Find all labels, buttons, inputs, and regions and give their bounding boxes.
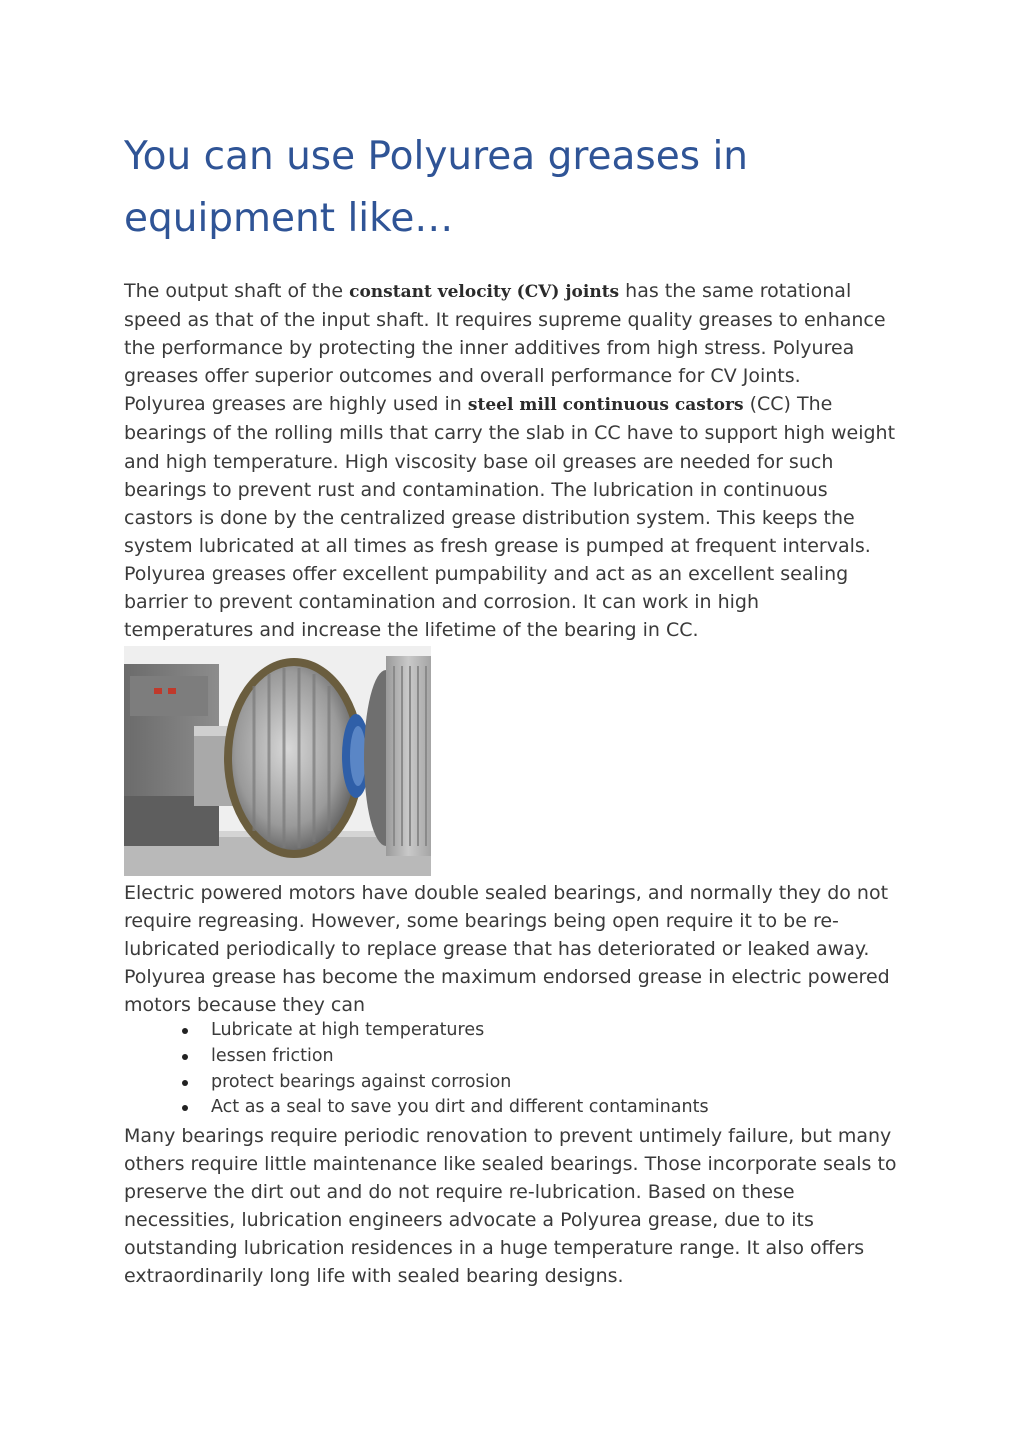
list-item-text: protect bearings against corrosion <box>211 1071 512 1092</box>
paragraph-cv-joints <box>124 277 914 644</box>
bullet-icon <box>182 1028 188 1034</box>
list-item <box>124 1018 709 1044</box>
page-title <box>124 126 904 250</box>
text-line: and high temperature. High viscosity base oil greases are needed for such <box>124 450 834 473</box>
text-run: The output shaft of the <box>124 280 350 302</box>
emphasis-cv-joints: constant velocity (CV) joints <box>349 282 620 302</box>
text-line: Electric powered motors have double sealed bearings, and normally they do not <box>124 882 889 904</box>
text-line: castors is done by the centralized grease distribution system. This keeps the <box>124 506 855 529</box>
list-item <box>124 1095 709 1121</box>
text-line: speed as that of the input shaft. It requires supreme quality greases to enhance <box>124 309 886 332</box>
list-item-text: Act as a seal to save you dirt and different contaminants <box>211 1097 709 1118</box>
list-item <box>124 1044 709 1070</box>
text-run: Polyurea greases are highly used in <box>124 393 468 416</box>
text-line: outstanding lubrication residences in a huge temperature range. It also offers <box>124 1237 865 1260</box>
text-line: bearings to prevent rust and contamination. The lubrication in continuous <box>124 478 828 501</box>
text-line: greases offer superior outcomes and overall performance for CV Joints. <box>124 365 801 388</box>
title-line-2: equipment like… <box>124 196 454 241</box>
text-line <box>124 390 914 419</box>
text-line: system lubricated at all times as fresh grease is pumped at frequent intervals. <box>124 534 871 557</box>
text-line: lubricated periodically to replace grease that has deteriorated or leaked away. <box>124 938 870 961</box>
bullet-icon <box>182 1054 188 1060</box>
benefits-list <box>124 1018 709 1121</box>
motor-coupling-illustration <box>124 646 431 876</box>
text-run: (CC) The <box>743 393 833 416</box>
text-line: motors because they can <box>124 994 366 1017</box>
text-line: Many bearings require periodic renovation to prevent untimely failure, but many <box>124 1125 892 1147</box>
text-line: Polyurea greases offer excellent pumpability and act as an excellent sealing <box>124 562 849 585</box>
list-item-text: lessen friction <box>211 1045 334 1066</box>
bullet-icon <box>182 1105 188 1111</box>
list-item-text: Lubricate at high temperatures <box>211 1020 485 1040</box>
text-line: necessities, lubrication engineers advocate a Polyurea grease, due to its <box>124 1209 814 1232</box>
title-line-1: You can use Polyurea greases in <box>124 134 748 179</box>
paragraph-sealed-bearings <box>124 1122 914 1291</box>
text-line: Polyurea grease has become the maximum endorsed grease in electric powered <box>124 966 890 989</box>
paragraph-electric-motors <box>124 879 914 1019</box>
text-line: require regreasing. However, some bearings being open require it to be re- <box>124 910 839 933</box>
text-line: temperatures and increase the lifetime of the bearing in CC. <box>124 619 699 642</box>
text-line: bearings of the rolling mills that carry the slab in CC have to support high weight <box>124 422 896 445</box>
text-line: the performance by protecting the inner additives from high stress. Polyurea <box>124 337 855 360</box>
motor-coupling-image <box>124 646 431 876</box>
text-line: preserve the dirt out and do not require re-lubrication. Based on these <box>124 1181 795 1204</box>
text-line: barrier to prevent contamination and corrosion. It can work in high <box>124 591 759 614</box>
bullet-icon <box>182 1080 188 1086</box>
emphasis-steel-mill: steel mill continuous castors <box>467 395 744 416</box>
list-item <box>124 1070 709 1096</box>
text-line <box>124 277 914 306</box>
text-run: has the same rotational <box>619 280 852 302</box>
text-line: others require little maintenance like sealed bearings. Those incorporate seals to <box>124 1153 897 1176</box>
text-line: extraordinarily long life with sealed bearing designs. <box>124 1265 624 1288</box>
